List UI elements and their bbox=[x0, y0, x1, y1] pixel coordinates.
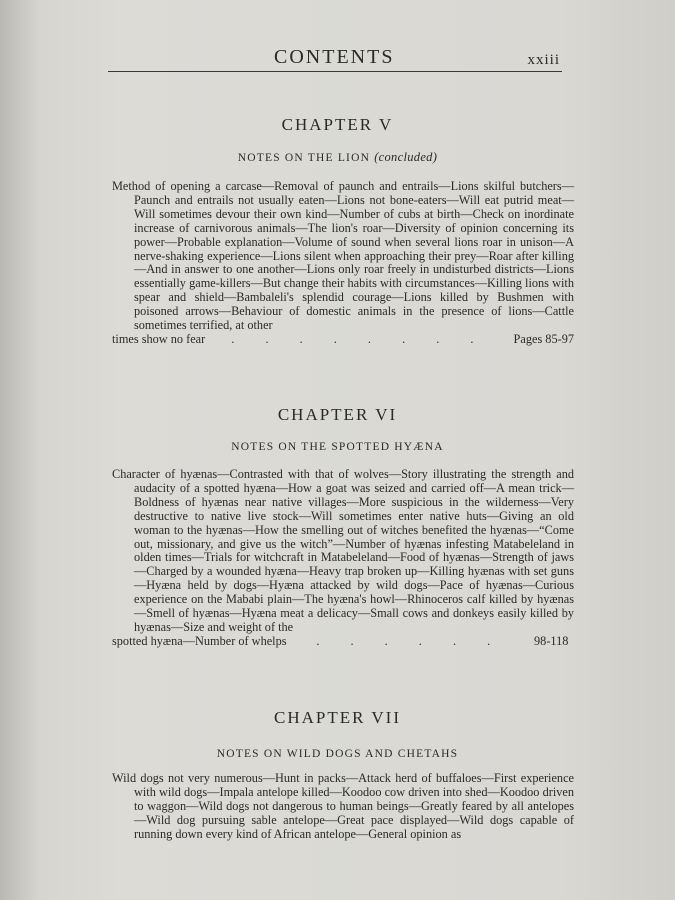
chapter-summary bbox=[112, 468, 574, 649]
page-number: xxiii bbox=[527, 52, 560, 68]
subtitle-text: NOTES ON WILD DOGS AND CHETAHS bbox=[216, 748, 459, 760]
subtitle-note: (concluded) bbox=[374, 150, 438, 164]
subtitle-text: NOTES ON THE SPOTTED HYÆNA bbox=[231, 441, 444, 453]
chapter-subtitle bbox=[0, 748, 675, 760]
subtitle-text: NOTES ON THE LION bbox=[237, 152, 371, 164]
chapter-subtitle bbox=[0, 441, 675, 453]
summary-last-line bbox=[112, 633, 574, 649]
chapter-summary bbox=[112, 180, 574, 347]
summary-last-line bbox=[112, 331, 574, 347]
last-line-text: times show no fear bbox=[112, 331, 206, 346]
chapter-heading: CHAPTER VI bbox=[277, 405, 398, 424]
chapter-summary bbox=[112, 772, 574, 842]
header-rule bbox=[108, 71, 562, 72]
last-line-text: spotted hyæna—Number of whelps bbox=[112, 633, 287, 648]
chapter-heading: CHAPTER VII bbox=[274, 708, 401, 727]
dot-leader: . . . . . . . . bbox=[231, 331, 488, 346]
page-range: 98-118 bbox=[534, 633, 569, 648]
dot-leader: . . . . . . bbox=[316, 633, 505, 648]
running-title: CONTENTS bbox=[274, 46, 395, 68]
summary-text: Character of hyænas—Contrasted with that of wolves—Story illustrating the strength and audacity of a spotted hyæna—How a goat was seized and carried off—A mean trick—Boldness of hyænas near native villages—More suspicious in the wilderness—Very destructive to native live stock—Will sometimes enter native huts—Giving an old woman to the hyænas—How the smelling out of witches benefited the hyænas—“Come out, missionary, and give us the witch”—Number of hyænas infesting Matabeleland in olden times—Trials for witchcraft in Matabeleland—Food of hyænas—Strength of jaws—Charged by a wounded hyæna—Heavy trap broken up—Killing hyænas with set guns—Hyæna held by dogs—Hyæna attacked by wild dogs—Pace of hyænas—Curious experience on the Mababi plain—The hyæna's howl—Rhinoceros calf killed by hyænas—Smell of hyænas—Hyæna meat a delicacy—Small cows and donkeys easily killed by hyænas—Size and weight of the bbox=[112, 467, 574, 634]
summary-text: Method of opening a carcase—Removal of paunch and entrails—Lions skilful butchers—Paunch and entrails not usually eaten—Lions not bone-eaters—Will eat putrid meat—Will sometimes devour their own kind—Number of cubs at birth—Check on inordinate increase of carnivorous animals—The lion's roar—Diversity of opinion concerning its power—Probable explanation—Volume of sound when several lions roar in unison—A nerve-shaking experience—Lions silent when approaching their prey—Roar after killing—And in answer to one another—Lions only roar freely in undisturbed districts—Lions essentially game-killers—But change their habits with circumstances—Killing lions with spear and shield—Bambaleli's splendid courage—Lions killed by Bushmen with poisoned arrows—Behaviour of domestic animals in the presence of lions—Cattle sometimes terrified, at other bbox=[112, 179, 574, 333]
chapter-subtitle bbox=[0, 150, 675, 165]
summary-text: Wild dogs not very numerous—Hunt in packs—Attack herd of buffaloes—First experience with wild dogs—Impala antelope killed—Koodoo cow driven into shed—Koodoo driven to waggon—Wild dogs not dangerous to human beings—Greatly feared by all antelopes—Wild dog pursuing sable antelope—Great pace displayed—Wild dogs capable of running down every kind of African antelope—General opinion as bbox=[112, 771, 574, 841]
page-range: Pages 85-97 bbox=[513, 331, 574, 346]
chapter-heading: CHAPTER V bbox=[281, 115, 394, 134]
running-head bbox=[108, 46, 560, 74]
